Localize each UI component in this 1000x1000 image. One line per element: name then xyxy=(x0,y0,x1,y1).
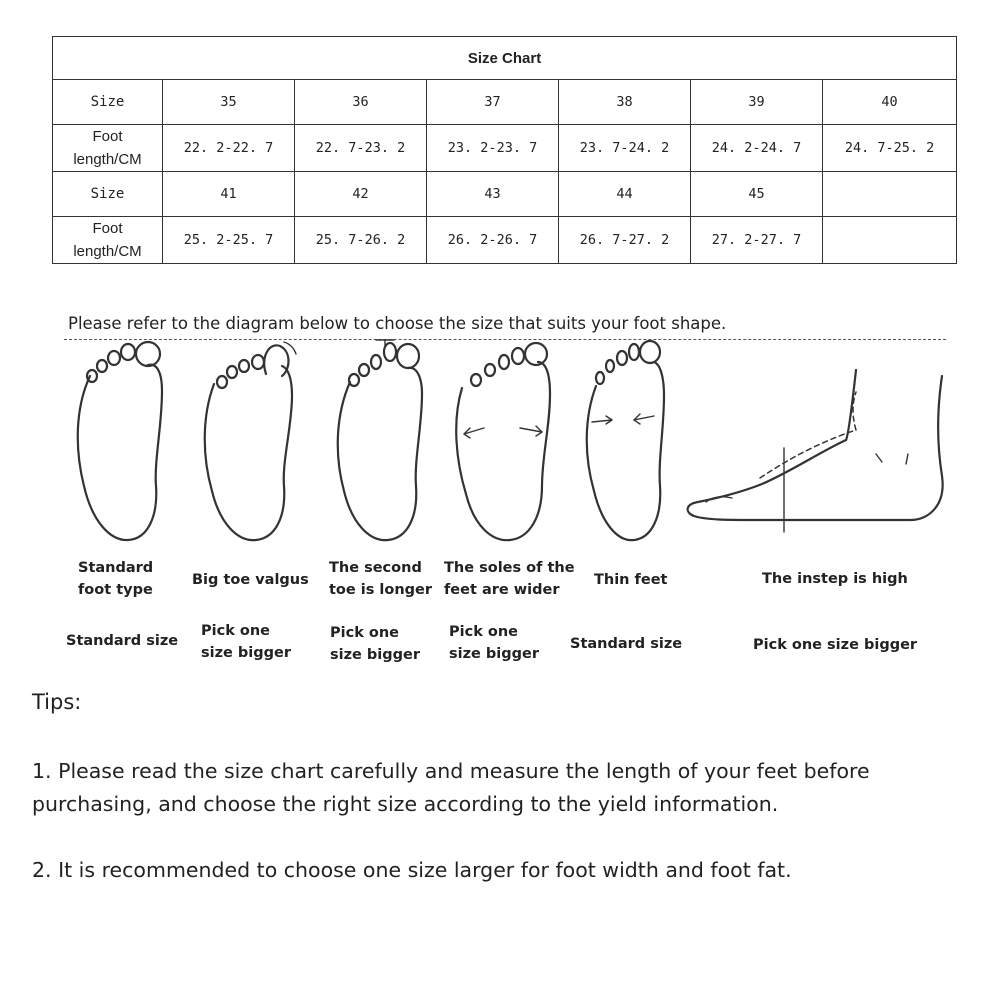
size-cell: 39 xyxy=(691,80,823,125)
standard-foot-icon xyxy=(70,336,180,546)
row-label xyxy=(53,125,163,172)
size-cell: 40 xyxy=(823,80,957,125)
size-cell: 38 xyxy=(559,80,691,125)
size-cell: 37 xyxy=(427,80,559,125)
thin-foot-icon xyxy=(578,336,688,546)
size-chart-title: Size Chart xyxy=(53,37,957,80)
size-cell: 45 xyxy=(691,172,823,217)
length-cell: 26. 2-26. 7 xyxy=(427,217,559,264)
length-cell: 25. 2-25. 7 xyxy=(163,217,295,264)
tip-item: 2. It is recommended to choose one size larger for foot width and foot fat. xyxy=(32,858,792,882)
foot-type-label: Thin feet xyxy=(594,572,668,588)
row-label-text: Foot length/CM xyxy=(73,220,142,260)
size-cell: 41 xyxy=(163,172,295,217)
tip-item: 1. Please read the size chart carefully and measure the length of your feet before purchasing, and choose the right size according to the yield information. xyxy=(32,759,870,816)
size-row xyxy=(53,172,957,217)
size-advice-label: Pick one size bigger xyxy=(449,624,540,662)
length-cell: 24. 7-25. 2 xyxy=(823,125,957,172)
foot-type-label: Big toe valgus xyxy=(192,572,309,588)
big-toe-valgus-foot-icon xyxy=(198,336,308,546)
length-cell xyxy=(823,217,957,264)
row-label xyxy=(53,217,163,264)
length-cell: 22. 2-22. 7 xyxy=(163,125,295,172)
size-advice-label: Pick one size bigger xyxy=(330,625,421,663)
size-cell: 42 xyxy=(295,172,427,217)
foot-length-row xyxy=(53,125,957,172)
length-cell: 27. 2-27. 7 xyxy=(691,217,823,264)
high-instep-foot-icon xyxy=(680,336,950,546)
size-chart-table xyxy=(52,36,957,264)
size-row xyxy=(53,80,957,125)
size-cell: 44 xyxy=(559,172,691,217)
size-advice-label: Pick one size bigger xyxy=(753,637,918,653)
length-cell: 23. 2-23. 7 xyxy=(427,125,559,172)
foot-shape-instruction: Please refer to the diagram below to choose the size that suits your foot shape. xyxy=(68,314,727,333)
foot-type-label: The soles of the feet are wider xyxy=(444,560,575,598)
foot-type-label: The instep is high xyxy=(762,571,908,587)
size-cell xyxy=(823,172,957,217)
row-label: Size xyxy=(53,80,163,125)
size-cell: 43 xyxy=(427,172,559,217)
row-label: Size xyxy=(53,172,163,217)
length-cell: 23. 7-24. 2 xyxy=(559,125,691,172)
length-cell: 22. 7-23. 2 xyxy=(295,125,427,172)
size-advice-label: Pick one size bigger xyxy=(201,623,292,661)
length-cell: 26. 7-27. 2 xyxy=(559,217,691,264)
length-cell: 24. 2-24. 7 xyxy=(691,125,823,172)
foot-shape-diagrams xyxy=(0,336,1000,556)
wide-sole-foot-icon xyxy=(450,336,560,546)
length-cell: 25. 7-26. 2 xyxy=(295,217,427,264)
foot-length-row xyxy=(53,217,957,264)
size-cell: 35 xyxy=(163,80,295,125)
foot-type-label: The second toe is longer xyxy=(329,560,433,598)
row-label-text: Foot length/CM xyxy=(73,128,142,168)
size-advice-label: Standard size xyxy=(570,636,683,652)
tips-heading: Tips: xyxy=(32,690,82,714)
foot-type-label: Standard foot type xyxy=(78,560,154,598)
long-second-toe-foot-icon xyxy=(328,336,438,546)
size-advice-label: Standard size xyxy=(66,633,179,649)
size-cell: 36 xyxy=(295,80,427,125)
